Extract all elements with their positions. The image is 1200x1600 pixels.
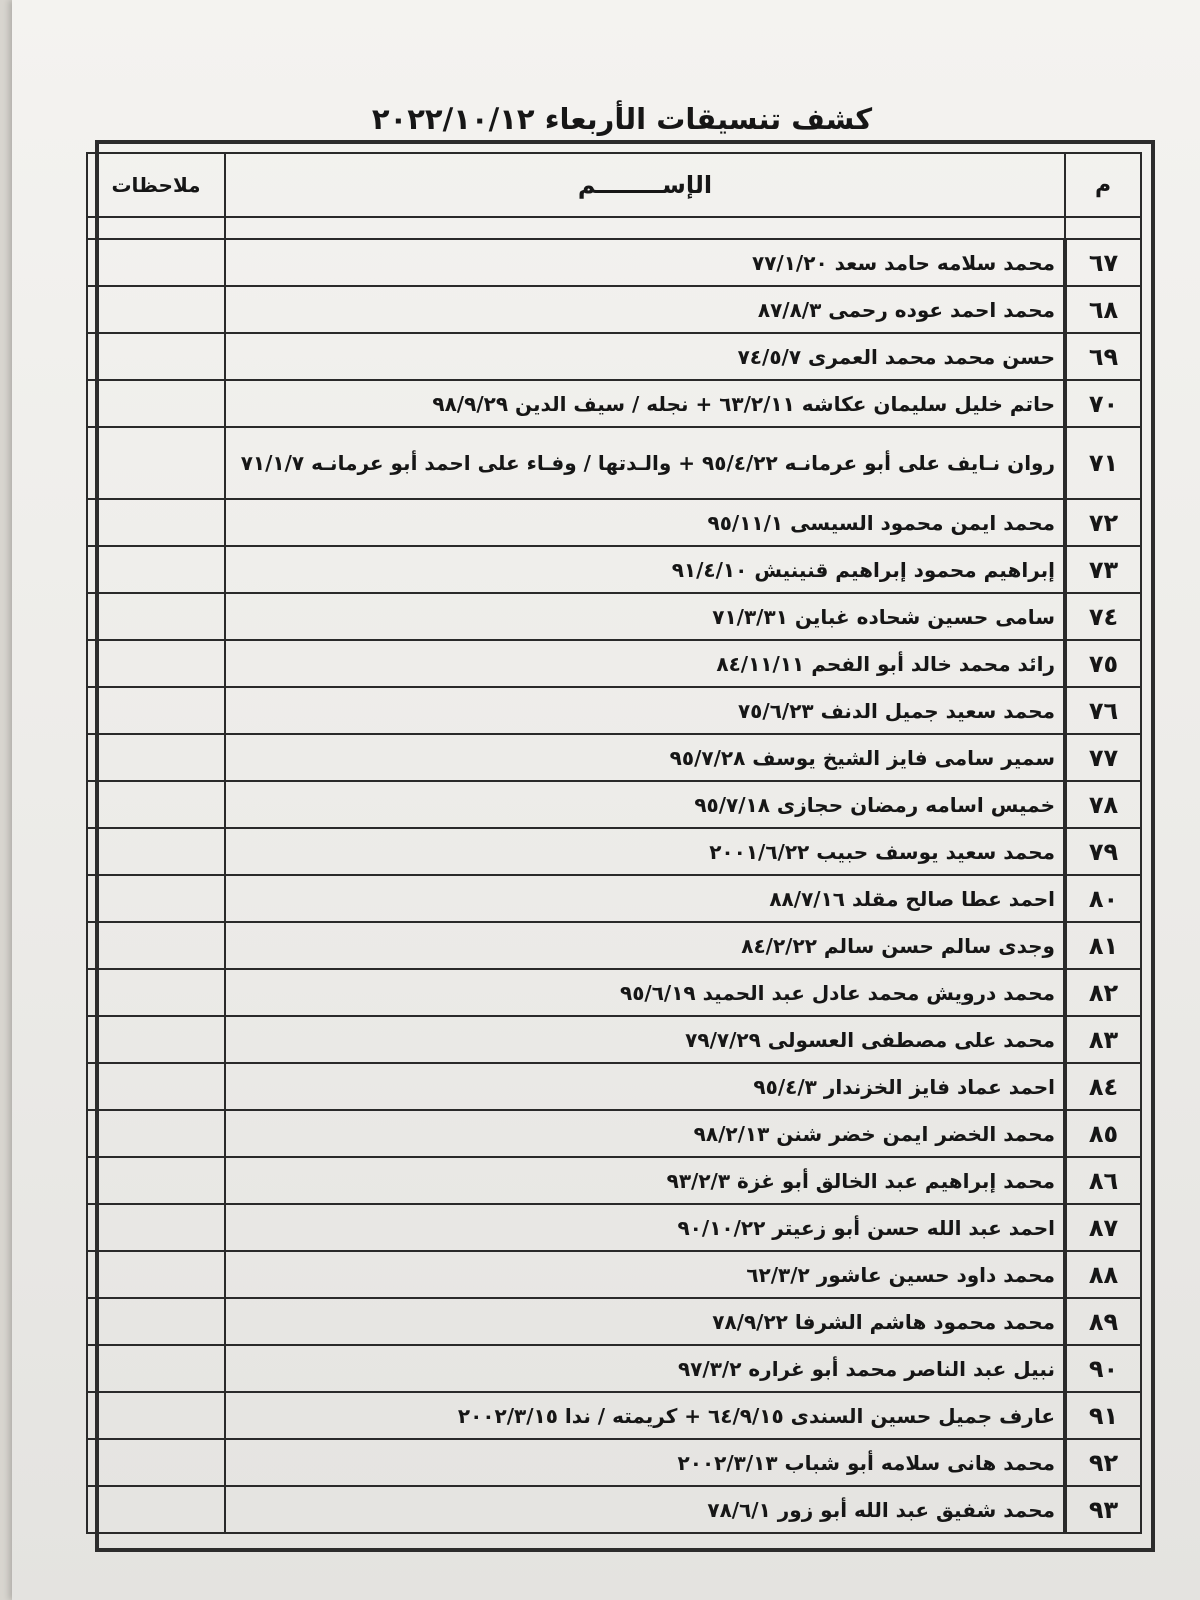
table-row: [87, 380, 1141, 427]
row-notes: [87, 1063, 225, 1110]
row-notes: [87, 734, 225, 781]
table-row: [87, 499, 1141, 546]
table-header-row: [87, 153, 1141, 217]
table-row: [87, 239, 1141, 286]
row-notes: [87, 1016, 225, 1063]
table-row: [87, 687, 1141, 734]
header-number: م: [1065, 153, 1141, 217]
row-name: رائد محمد خالد أبو الفحم ٨٤/١١/١١: [225, 640, 1065, 687]
row-notes: [87, 922, 225, 969]
row-number: ٦٧: [1065, 239, 1141, 286]
table-row: [87, 286, 1141, 333]
row-number: ٨٤: [1065, 1063, 1141, 1110]
table-row: [87, 1110, 1141, 1157]
row-name: محمد درويش محمد عادل عبد الحميد ٩٥/٦/١٩: [225, 969, 1065, 1016]
row-notes: [87, 640, 225, 687]
spacer-cell: [225, 217, 1065, 239]
row-notes: [87, 239, 225, 286]
row-notes: [87, 1251, 225, 1298]
row-name: حسن محمد محمد العمرى ٧٤/٥/٧: [225, 333, 1065, 380]
row-notes: [87, 781, 225, 828]
row-name: محمد احمد عوده رحمى ٨٧/٨/٣: [225, 286, 1065, 333]
row-number: ٨٠: [1065, 875, 1141, 922]
table-row: [87, 1298, 1141, 1345]
row-number: ٦٨: [1065, 286, 1141, 333]
row-name: نبيل عبد الناصر محمد أبو غراره ٩٧/٣/٢: [225, 1345, 1065, 1392]
row-number: ٩٢: [1065, 1439, 1141, 1486]
row-notes: [87, 1392, 225, 1439]
row-number: ٨١: [1065, 922, 1141, 969]
row-number: ٧٣: [1065, 546, 1141, 593]
row-name: خميس اسامه رمضان حجازى ٩٥/٧/١٨: [225, 781, 1065, 828]
row-number: ٧٢: [1065, 499, 1141, 546]
row-number: ٩٣: [1065, 1486, 1141, 1533]
table-row: [87, 734, 1141, 781]
row-number: ٧٤: [1065, 593, 1141, 640]
row-notes: [87, 286, 225, 333]
names-table: [86, 152, 1142, 1534]
table-row: [87, 1204, 1141, 1251]
row-name: محمد سلامه حامد سعد ٧٧/١/٢٠: [225, 239, 1065, 286]
row-number: ٨٢: [1065, 969, 1141, 1016]
row-number: ٨٥: [1065, 1110, 1141, 1157]
table-row: [87, 1439, 1141, 1486]
row-name: سامى حسين شحاده غباين ٧١/٣/٣١: [225, 593, 1065, 640]
row-name: محمد سعيد يوسف حبيب ٢٠٠١/٦/٢٢: [225, 828, 1065, 875]
row-notes: [87, 687, 225, 734]
row-name: محمد شفيق عبد الله أبو زور ٧٨/٦/١: [225, 1486, 1065, 1533]
table-row: [87, 1392, 1141, 1439]
row-notes: [87, 333, 225, 380]
row-number: ٧١: [1065, 427, 1141, 499]
row-name: محمد على مصطفى العسولى ٧٩/٧/٢٩: [225, 1016, 1065, 1063]
row-name: روان نـايف على أبو عرمانـه ٩٥/٤/٢٢ + والـدتها / وفـاء على احمد أبو عرمانـه ٧١/١/٧: [225, 427, 1065, 499]
row-name: محمد هانى سلامه أبو شباب ٢٠٠٢/٣/١٣: [225, 1439, 1065, 1486]
spacer-cell: [1065, 217, 1141, 239]
row-name: احمد عبد الله حسن أبو زعيتر ٩٠/١٠/٢٢: [225, 1204, 1065, 1251]
row-name: محمد داود حسين عاشور ٦٢/٣/٢: [225, 1251, 1065, 1298]
spacer-cell: [87, 217, 225, 239]
header-spacer-row: [87, 217, 1141, 239]
table-row: [87, 1016, 1141, 1063]
row-number: ٧٦: [1065, 687, 1141, 734]
table-row: [87, 875, 1141, 922]
row-number: ٨٦: [1065, 1157, 1141, 1204]
row-name: احمد عماد فايز الخزندار ٩٥/٤/٣: [225, 1063, 1065, 1110]
row-notes: [87, 1157, 225, 1204]
row-notes: [87, 828, 225, 875]
table-row: [87, 640, 1141, 687]
row-name: محمد ايمن محمود السيسى ٩٥/١١/١: [225, 499, 1065, 546]
row-number: ٧٨: [1065, 781, 1141, 828]
row-name: حاتم خليل سليمان عكاشه ٦٣/٢/١١ + نجله / سيف الدين ٩٨/٩/٢٩: [225, 380, 1065, 427]
row-number: ٦٩: [1065, 333, 1141, 380]
row-number: ٨٨: [1065, 1251, 1141, 1298]
row-number: ٨٣: [1065, 1016, 1141, 1063]
row-notes: [87, 875, 225, 922]
header-name: الإســــــــم: [225, 153, 1065, 217]
header-notes: ملاحظات: [87, 153, 225, 217]
row-notes: [87, 593, 225, 640]
row-name: محمد سعيد جميل الدنف ٧٥/٦/٢٣: [225, 687, 1065, 734]
row-notes: [87, 499, 225, 546]
table-row: [87, 922, 1141, 969]
row-notes: [87, 969, 225, 1016]
row-name: محمد الخضر ايمن خضر شنن ٩٨/٢/١٣: [225, 1110, 1065, 1157]
table-row: [87, 781, 1141, 828]
row-name: عارف جميل حسين السندى ٦٤/٩/١٥ + كريمته / ندا ٢٠٠٢/٣/١٥: [225, 1392, 1065, 1439]
table-row: [87, 1345, 1141, 1392]
row-number: ٨٧: [1065, 1204, 1141, 1251]
table-row: [87, 333, 1141, 380]
row-number: ٧٧: [1065, 734, 1141, 781]
table-row: [87, 969, 1141, 1016]
row-notes: [87, 1439, 225, 1486]
row-name: سمير سامى فايز الشيخ يوسف ٩٥/٧/٢٨: [225, 734, 1065, 781]
row-name: وجدى سالم حسن سالم ٨٤/٢/٢٢: [225, 922, 1065, 969]
row-name: محمد إبراهيم عبد الخالق أبو غزة ٩٣/٢/٣: [225, 1157, 1065, 1204]
row-notes: [87, 380, 225, 427]
row-notes: [87, 546, 225, 593]
table-row: [87, 1486, 1141, 1533]
row-number: ٨٩: [1065, 1298, 1141, 1345]
row-name: احمد عطا صالح مقلد ٨٨/٧/١٦: [225, 875, 1065, 922]
row-number: ٧٠: [1065, 380, 1141, 427]
document-title: كشف تنسيقات الأربعاء ٢٠٢٢/١٠/١٢: [371, 102, 873, 136]
table-row: [87, 546, 1141, 593]
row-number: ٧٥: [1065, 640, 1141, 687]
row-number: ٩١: [1065, 1392, 1141, 1439]
row-notes: [87, 1204, 225, 1251]
row-notes: [87, 1298, 225, 1345]
row-notes: [87, 427, 225, 499]
row-notes: [87, 1110, 225, 1157]
table-row: [87, 828, 1141, 875]
row-name: محمد محمود هاشم الشرفا ٧٨/٩/٢٢: [225, 1298, 1065, 1345]
row-number: ٩٠: [1065, 1345, 1141, 1392]
row-number: ٧٩: [1065, 828, 1141, 875]
row-name: إبراهيم محمود إبراهيم قنينيش ٩١/٤/١٠: [225, 546, 1065, 593]
row-notes: [87, 1345, 225, 1392]
table-row: [87, 593, 1141, 640]
row-notes: [87, 1486, 225, 1533]
table-row: [87, 1157, 1141, 1204]
table-row: [87, 1063, 1141, 1110]
table-row: [87, 427, 1141, 499]
table-row: [87, 1251, 1141, 1298]
